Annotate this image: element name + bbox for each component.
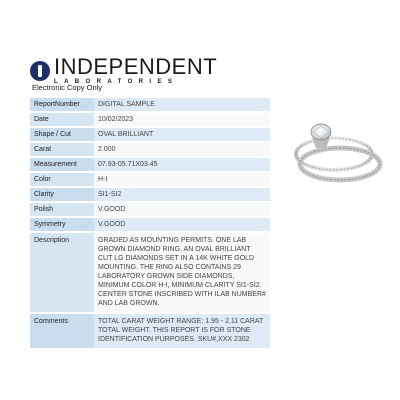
row-color [30, 173, 270, 186]
row-date [30, 113, 270, 126]
label-carat: Carat [30, 143, 94, 156]
ring-image [282, 108, 392, 188]
row-comments [30, 314, 270, 348]
label-color: Color [30, 173, 94, 186]
value-measurement: 07.93-05.71X03.45 [94, 158, 270, 171]
logo-name: INDEPENDENT [54, 54, 218, 79]
value-carat: 2.000 [94, 143, 270, 156]
electronic-copy-note: Electronic Copy Only [32, 83, 103, 92]
label-report-number: ReportNumber [30, 98, 94, 111]
row-description [30, 233, 270, 312]
label-symmetry: Symmetry [30, 218, 94, 231]
label-description: Description [30, 233, 94, 312]
report-table [30, 96, 270, 350]
label-clarity: Clarity [30, 188, 94, 201]
label-shape-cut: Shape / Cut [30, 128, 94, 141]
value-shape-cut: OVAL BRILLIANT [94, 128, 270, 141]
label-comments: Comments [30, 314, 94, 348]
label-polish: Polish [30, 203, 94, 216]
value-comments: TOTAL CARAT WEIGHT RANGE: 1.95 - 2.11 CARAT TOTAL WEIGHT. THIS REPORT IS FOR STONE IDENTIFICATION PURPOSES. SKU#,XXX 2302 [94, 314, 270, 348]
value-report-number: DIGITAL SAMPLE [94, 98, 270, 111]
row-shape-cut [30, 128, 270, 141]
row-clarity [30, 188, 270, 201]
row-carat [30, 143, 270, 156]
value-date: 10/02/2023 [94, 113, 270, 126]
row-symmetry [30, 218, 270, 231]
value-description: GRADED AS MOUNTING PERMITS. ONE LAB GROWN DIAMOND RING. AN OVAL BRILLIANT CUT LG DIAMONDS SET IN A 14K WHITE GOLD MOUNTING. THE RING ALSO CONTAINS 29 LABORATORY GROWN SIDE DIAMONDS, MINIMUM COLOR H-I, MINIMUM CLARITY SI1-SI2. CENTER STONE INSCRIBED WITH ILAB NUMBER# AND LAB GROWN. [94, 233, 270, 312]
logo-mark-icon [30, 61, 50, 81]
logo-subtitle: LABORATORIES [54, 79, 179, 85]
row-report-number [30, 98, 270, 111]
lab-logo [30, 56, 217, 85]
label-date: Date [30, 113, 94, 126]
value-clarity: SI1-SI2 [94, 188, 270, 201]
row-polish [30, 203, 270, 216]
label-measurement: Measurement [30, 158, 94, 171]
value-color: H-I [94, 173, 270, 186]
value-polish: V.GOOD [94, 203, 270, 216]
row-measurement [30, 158, 270, 171]
value-symmetry: V.GOOD [94, 218, 270, 231]
